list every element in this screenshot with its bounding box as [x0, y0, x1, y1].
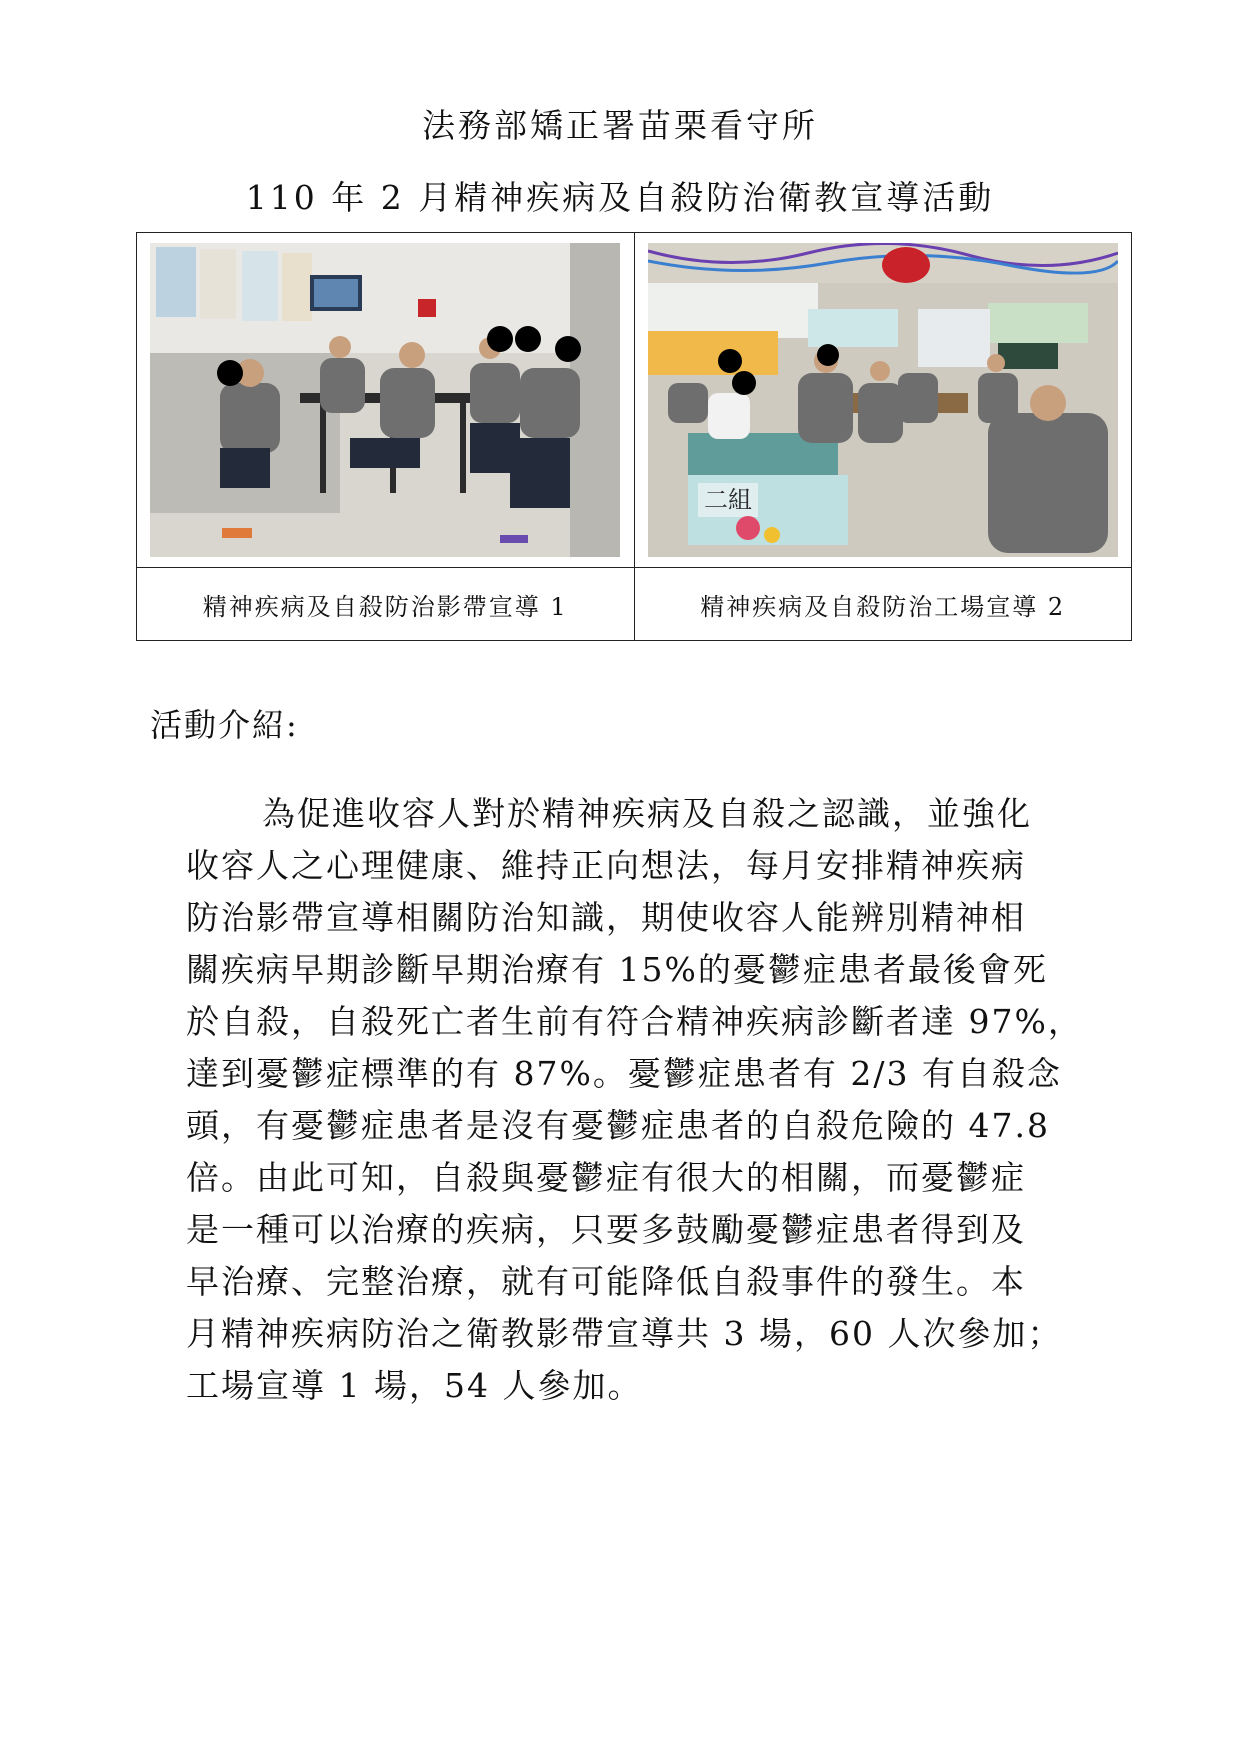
section-heading: 活動介紹: [150, 706, 299, 744]
photo-cell-2 [634, 233, 1132, 568]
paragraph-line: 於自殺，自殺死亡者生前有符合精神疾病診斷者達 97%， [186, 1002, 1083, 1041]
photo-video-session [150, 243, 620, 557]
paragraph-line: 關疾病早期診斷早期治療有 15%的憂鬱症患者最後會死 [186, 950, 1048, 989]
paragraph-line: 是一種可以治療的疾病，只要多鼓勵憂鬱症患者得到及 [186, 1210, 1026, 1249]
paragraph-line: 防治影帶宣導相關防治知識，期使收容人能辨別精神相 [186, 898, 1026, 937]
paragraph-line: 為促進收容人對於精神疾病及自殺之認識，並強化 [262, 794, 1032, 833]
paragraph-line: 工場宣導 1 場，54 人參加。 [186, 1366, 643, 1405]
photo-cell-1 [137, 233, 635, 568]
activity-description [186, 788, 1106, 1412]
photo-table [136, 232, 1132, 641]
photo-caption-2: 精神疾病及自殺防治工場宣導 2 [634, 568, 1132, 641]
paragraph-line: 頭，有憂鬱症患者是沒有憂鬱症患者的自殺危險的 47.8 [186, 1106, 1050, 1145]
paragraph-line: 收容人之心理健康、維持正向想法，每月安排精神疾病 [186, 846, 1026, 885]
paragraph-line: 達到憂鬱症標準的有 87%。憂鬱症患者有 2/3 有自殺念 [186, 1054, 1062, 1093]
document-title: 法務部矯正署苗栗看守所 [422, 106, 818, 145]
photo-workshop-session [648, 243, 1118, 557]
document-subtitle: 110 年 2 月精神疾病及自殺防治衛教宣導活動 [245, 178, 995, 217]
paragraph-line: 倍。由此可知，自殺與憂鬱症有很大的相關，而憂鬱症 [186, 1158, 1026, 1197]
group-sign-text: 二組 [703, 486, 752, 514]
photo-caption-1: 精神疾病及自殺防治影帶宣導 1 [137, 568, 635, 641]
paragraph-line: 月精神疾病防治之衛教影帶宣導共 3 場，60 人次參加； [186, 1314, 1063, 1353]
paragraph-line: 早治療、完整治療，就有可能降低自殺事件的發生。本 [186, 1262, 1026, 1301]
